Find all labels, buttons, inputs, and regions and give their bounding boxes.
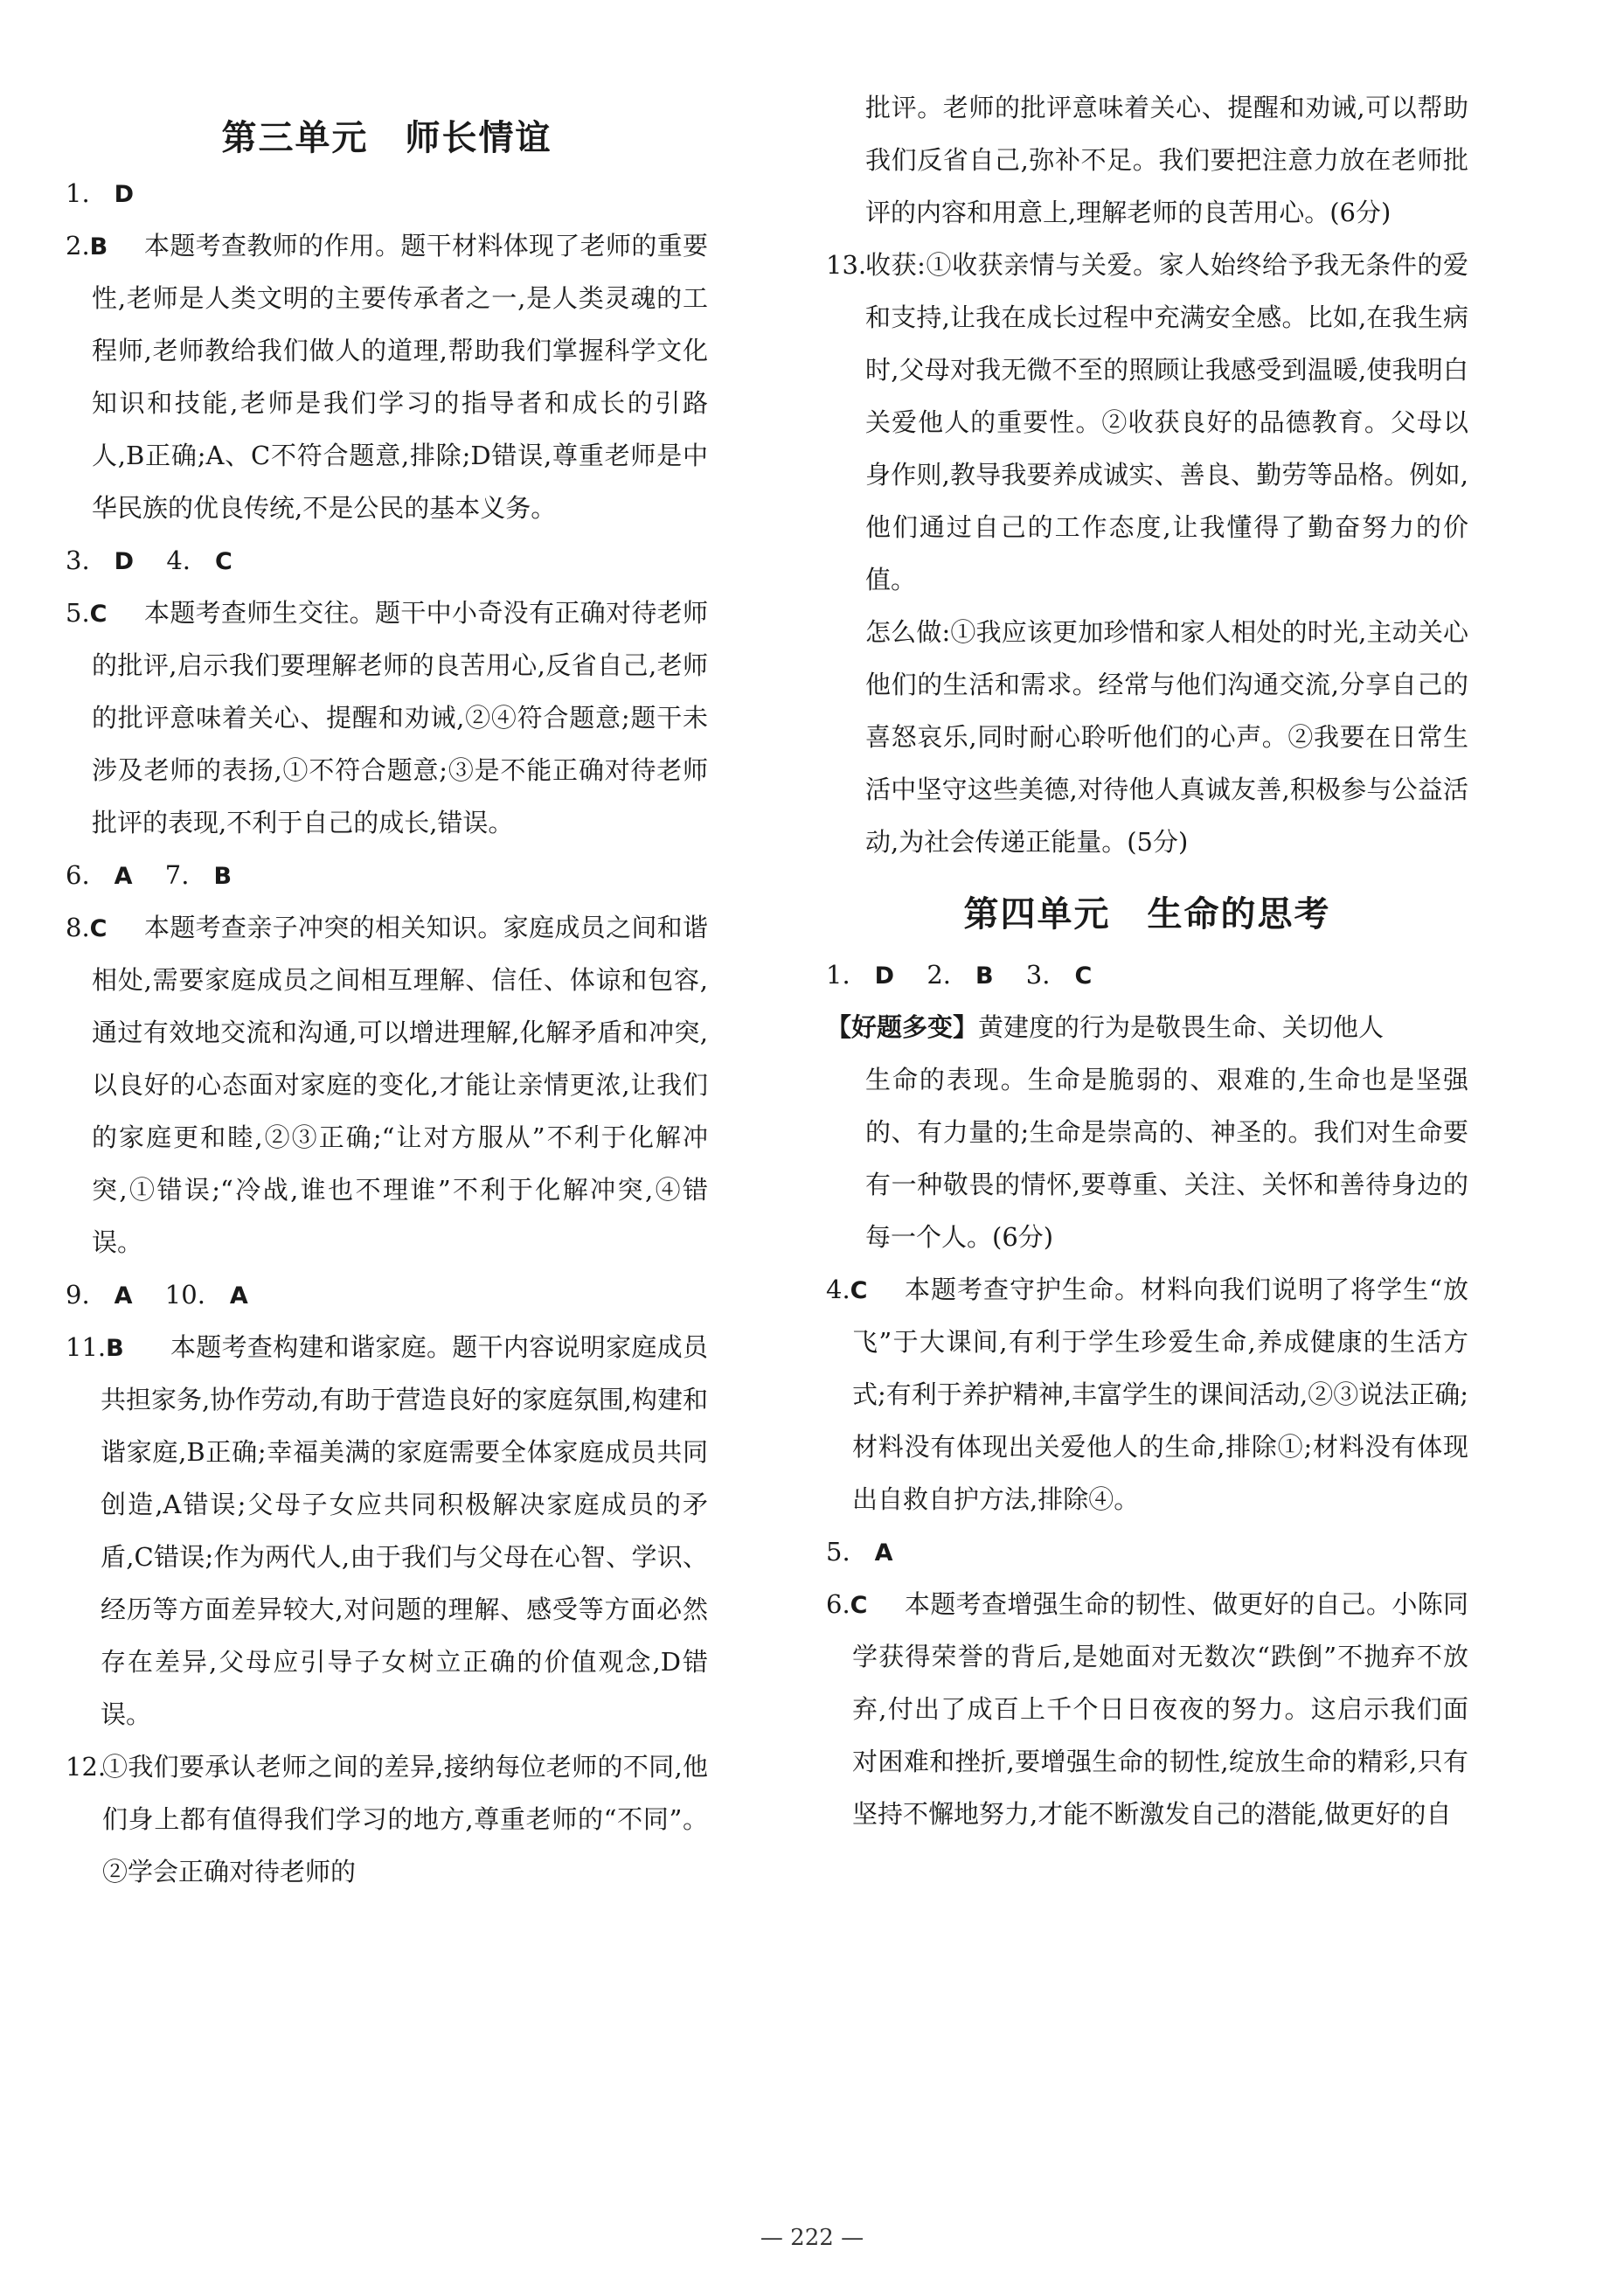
variant-tag: 【好题多变】	[826, 1012, 979, 1042]
unit-4-title: 第四单元 生命的思考	[963, 894, 1331, 935]
answer-explanation: ①我们要承认老师之间的差异,接纳每位老师的不同,他们身上都有值得我们学习的地方,尊重老师的“不同”。②学会正确对待老师的	[102, 1752, 708, 1886]
answer-item: 11.B 本题考查构建和谐家庭。题干内容说明家庭成员共担家务,协作劳动,有助于营造良好的家庭氛围,构建和谐家庭,B正确;幸福美满的家庭需要全体家庭成员共同创造,A错误;父母子女应共同积极解决家庭成员的矛盾,C错误;作为两代人,由于我们与父母在心智、学识、经历等方面差异较大,对问题的理解、感受等方面必然存在差异,父母应引导子女树立正确的价值观念,D错误。	[66, 1321, 708, 1740]
left-column	[66, 0, 708, 1898]
answer-item: 8.C 本题考查亲子冲突的相关知识。家庭成员之间和谐相处,需要家庭成员之间相互理解、信任、体谅和包容,通过有效地交流和沟通,可以增进理解,化解矛盾和冲突,以良好的心态面对家庭的变化,才能让亲情更浓,让我们的家庭更和睦,②③正确;“让对方服从”不利于化解冲突,①错误;“冷战,谁也不理谁”不利于化解冲突,④错误。	[66, 901, 708, 1268]
answer-explanation: 生命的表现。生命是脆弱的、艰难的,生命也是坚强的、有力量的;生命是崇高的、神圣的。我们对生命要有一种敬畏的情怀,要尊重、关注、关怀和善待身边的每一个人。(6分)	[865, 1065, 1468, 1252]
answer-explanation: 本题考查增强生命的韧性、做更好的自己。小陈同学获得荣誉的背后,是她面对无数次“跌倒”不抛弃不放弃,付出了成百上千个日日夜夜的努力。这启示我们面对困难和挫折,要增强生命的韧性,绽放生命的精彩,只有坚持不懈地努力,才能不断激发自己的潜能,做更好的自	[852, 1589, 1468, 1829]
variant-question: 【好题多变】黄建度的行为是敬畏生命、关切他人 生命的表现。生命是脆弱的、艰难的,生命也是坚强的、有力量的;生命是崇高的、神圣的。我们对生命要有一种敬畏的情怀,要尊重、关注、关怀和善待身边的每一个人。(6分)	[826, 1001, 1468, 1263]
answer-item: 5. A	[826, 1537, 893, 1567]
answer-item: 1. D 2. B 3. C	[826, 960, 1093, 990]
answer-item: 12. ①我们要承认老师之间的差异,接纳每位老师的不同,他们身上都有值得我们学习的地方,尊重老师的“不同”。②学会正确对待老师的	[66, 1740, 708, 1898]
answer-item: 2.B 本题考查教师的作用。题干材料体现了老师的重要性,老师是人类文明的主要传承者之一,是人类灵魂的工程师,老师教给我们做人的道理,帮助我们掌握科学文化知识和技能,老师是我们学习的指导者和成长的引路人,B正确;A、C不符合题意,排除;D错误,尊重老师是中华民族的优良传统,不是公民的基本义务。	[66, 219, 708, 534]
answer-continuation: 批评。老师的批评意味着关心、提醒和劝诫,可以帮助我们反省自己,弥补不足。我们要把注意力放在老师批评的内容和用意上,理解老师的良苦用心。(6分)	[865, 93, 1468, 227]
answer-continuation: 怎么做:①我应该更加珍惜和家人相处的时光,主动关心他们的生活和需求。经常与他们沟通交流,分享自己的喜怒哀乐,同时耐心聆听他们的心声。②我要在日常生活中坚守这些美德,对待他人真诚友善,积极参与公益活动,为社会传递正能量。(5分)	[865, 617, 1468, 857]
answer-item: 3. D 4. C	[66, 545, 232, 575]
answer-item: 1. D	[66, 178, 135, 208]
answer-item: 4.C 本题考查守护生命。材料向我们说明了将学生“放飞”于大课间,有利于学生珍爱生命,养成健康的生活方式;有利于养护精神,丰富学生的课间活动,②③说法正确;材料没有体现出关爱他人的生命,排除①;材料没有体现出自救自护方法,排除④。	[826, 1263, 1468, 1525]
answer-item: 9. A 10. A	[66, 1280, 248, 1310]
answer-item: 6. A 7. B	[66, 860, 232, 890]
answer-explanation: 本题考查师生交往。题干中小奇没有正确对待老师的批评,启示我们要理解老师的良苦用心,反省自己,老师的批评意味着关心、提醒和劝诫,②④符合题意;题干未涉及老师的表扬,①不符合题意;③是不能正确对待老师批评的表现,不利于自己的成长,错误。	[92, 598, 708, 837]
answer-item: 6.C 本题考查增强生命的韧性、做更好的自己。小陈同学获得荣誉的背后,是她面对无数次“跌倒”不抛弃不放弃,付出了成百上千个日日夜夜的努力。这启示我们面对困难和挫折,要增强生命的韧性,绽放生命的精彩,只有坚持不懈地努力,才能不断激发自己的潜能,做更好的自	[826, 1578, 1468, 1840]
answer-explanation: 本题考查教师的作用。题干材料体现了老师的重要性,老师是人类文明的主要传承者之一,是人类灵魂的工程师,老师教给我们做人的道理,帮助我们掌握科学文化知识和技能,老师是我们学习的指导者和成长的引路人,B正确;A、C不符合题意,排除;D错误,尊重老师是中华民族的优良传统,不是公民的基本义务。	[92, 231, 708, 523]
page-number: — 222 —	[760, 2225, 864, 2251]
answer-explanation: 本题考查亲子冲突的相关知识。家庭成员之间和谐相处,需要家庭成员之间相互理解、信任、体谅和包容,通过有效地交流和沟通,可以增进理解,化解矛盾和冲突,以良好的心态面对家庭的变化,才能让亲情更浓,让我们的家庭更和睦,②③正确;“让对方服从”不利于化解冲突,①错误;“冷战,谁也不理谁”不利于化解冲突,④错误。	[92, 913, 708, 1257]
answer-explanation: 本题考查守护生命。材料向我们说明了将学生“放飞”于大课间,有利于学生珍爱生命,养成健康的生活方式;有利于养护精神,丰富学生的课间活动,②③说法正确;材料没有体现出关爱他人的生命,排除①;材料没有体现出自救自护方法,排除④。	[852, 1275, 1468, 1514]
answer-explanation: 本题考查构建和谐家庭。题干内容说明家庭成员共担家务,协作劳动,有助于营造良好的家庭氛围,构建和谐家庭,B正确;幸福美满的家庭需要全体家庭成员共同创造,A错误;父母子女应共同积极解决家庭成员的矛盾,C错误;作为两代人,由于我们与父母在心智、学识、经历等方面差异较大,对问题的理解、感受等方面必然存在差异,父母应引导子女树立正确的价值观念,D错误。	[101, 1332, 708, 1729]
answer-explanation: 收获:①收获亲情与关爱。家人始终给予我无条件的爱和支持,让我在成长过程中充满安全感。比如,在我生病时,父母对我无微不至的照顾让我感受到温暖,使我明白关爱他人的重要性。②收获良好的品德教育。父母以身作则,教导我要养成诚实、善良、勤劳等品格。例如,他们通过自己的工作态度,让我懂得了勤奋努力的价值。	[865, 250, 1468, 594]
unit-3-title: 第三单元 师长情谊	[221, 118, 552, 158]
answer-item: 13. 收获:①收获亲情与关爱。家人始终给予我无条件的爱和支持,让我在成长过程中充满安全感。比如,在我生病时,父母对我无微不至的照顾让我感受到温暖,使我明白关爱他人的重要性。②收获良好的品德教育。父母以身作则,教导我要养成诚实、善良、勤劳等品格。例如,他们通过自己的工作态度,让我懂得了勤奋努力的价值。	[826, 239, 1468, 606]
right-column	[826, 0, 1468, 1840]
answer-item: 5.C 本题考查师生交往。题干中小奇没有正确对待老师的批评,启示我们要理解老师的良苦用心,反省自己,老师的批评意味着关心、提醒和劝诫,②④符合题意;题干未涉及老师的表扬,①不符合题意;③是不能正确对待老师批评的表现,不利于自己的成长,错误。	[66, 587, 708, 849]
